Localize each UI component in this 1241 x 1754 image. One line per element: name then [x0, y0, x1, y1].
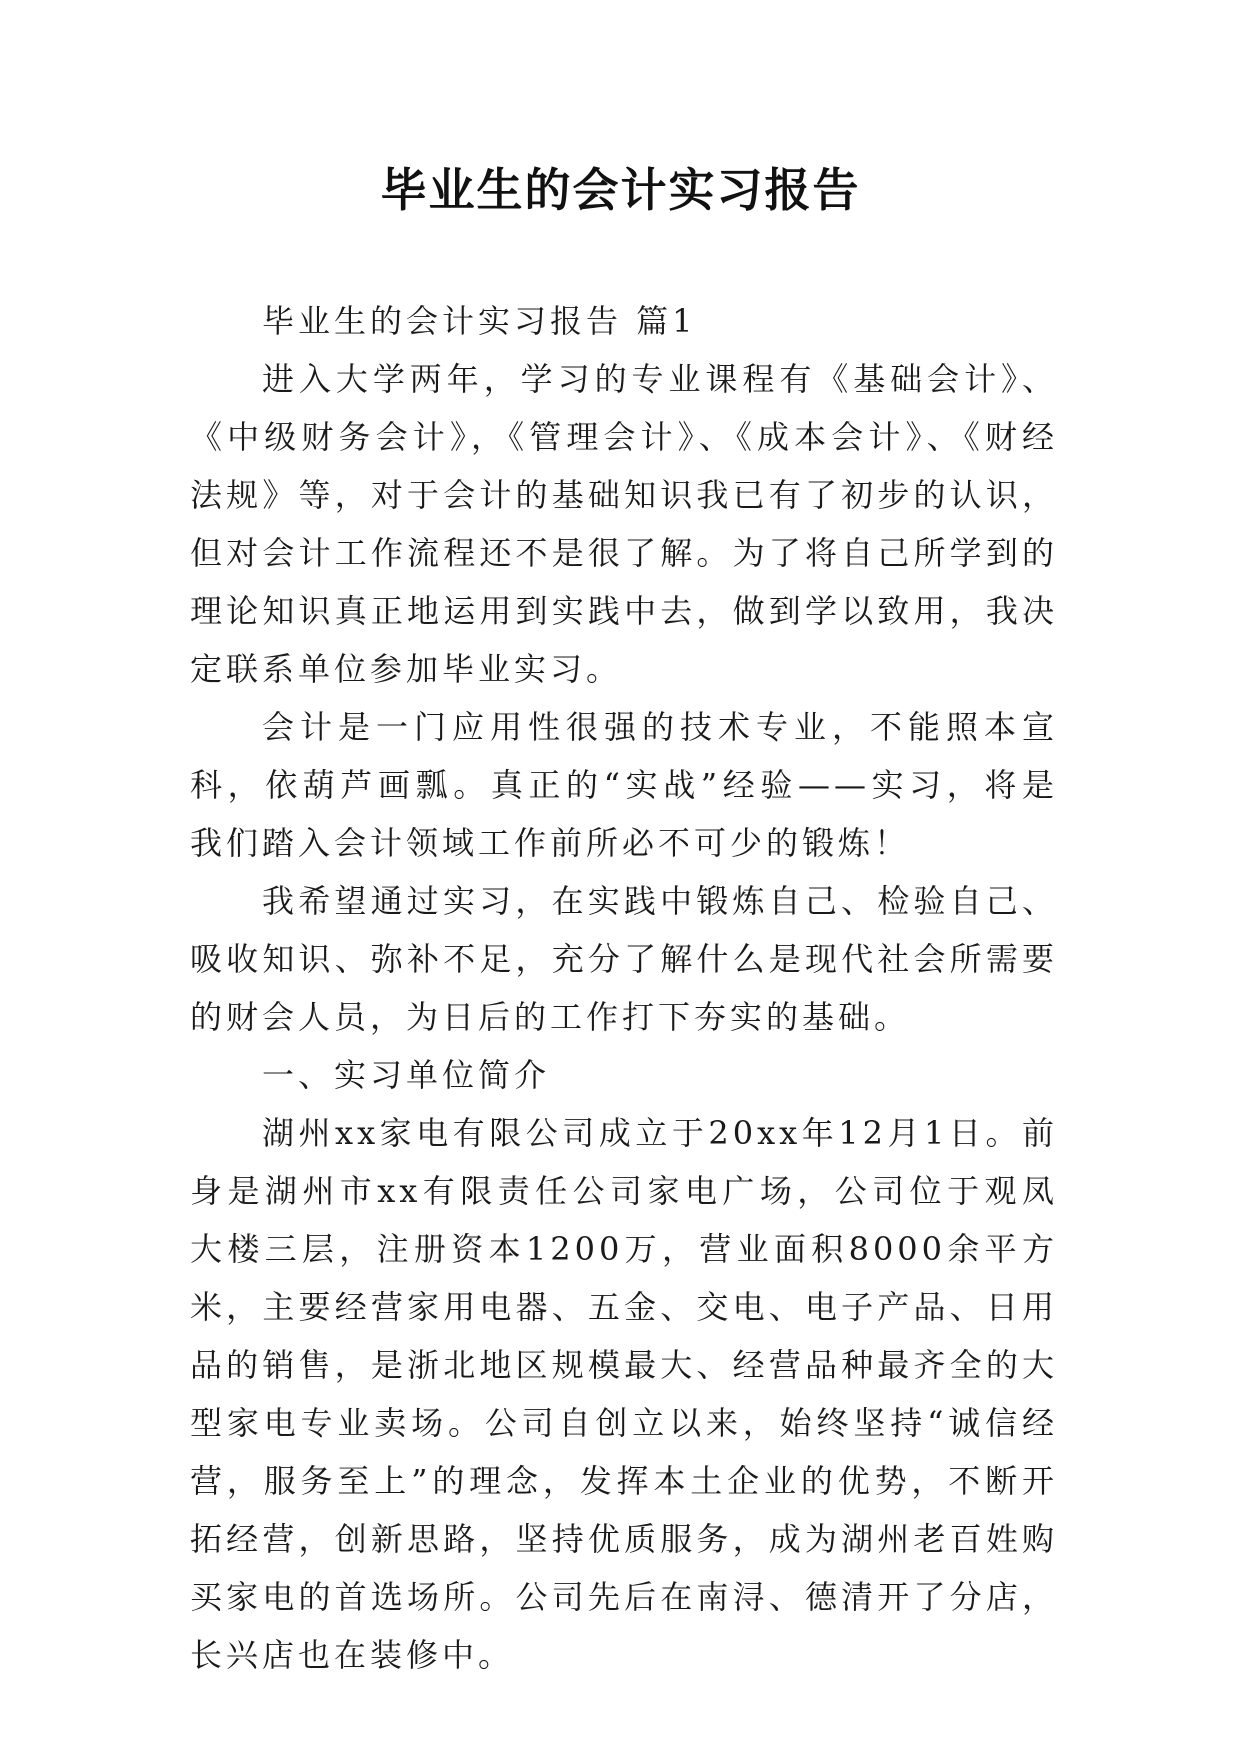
paragraph-hopes: 我希望通过实习，在实践中锻炼自己、检验自己、吸收知识、弥补不足，充分了解什么是现代社会所需要的财会人员，为日后的工作打下夯实的基础。 — [190, 882, 1058, 1036]
document-body — [190, 292, 1058, 1684]
paragraph-company-intro: 湖州xx家电有限公司成立于20xx年12月1日。前身是湖州市xx有限责任公司家电广场，公司位于观凤大楼三层，注册资本1200万，营业面积8000余平方米，主要经营家用电器、五金、交电、电子产品、日用品的销售，是浙北地区规模最大、经营品种最齐全的大型家电专业卖场。公司自创立以来，始终坚持“诚信经营，服务至上”的理念，发挥本土企业的优势，不断开拓经营，创新思路，坚持优质服务，成为湖州老百姓购买家电的首选场所。公司先后在南浔、德清开了分店，长兴店也在装修中。 — [190, 1114, 1058, 1674]
section-heading-part1: 毕业生的会计实习报告 篇1 — [262, 302, 697, 340]
paragraph-courses: 进入大学两年，学习的专业课程有《基础会计》、《中级财务会计》，《管理会计》、《成本会计》、《财经法规》等，对于会计的基础知识我已有了初步的认识，但对会计工作流程还不是很了解。为了将自己所学到的理论知识真正地运用到实践中去，做到学以致用，我决定联系单位参加毕业实习。 — [190, 360, 1058, 688]
section-heading-company-intro: 一、实习单位简介 — [262, 1056, 551, 1094]
document-title: 毕业生的会计实习报告 — [380, 163, 861, 217]
paragraph-accounting-practice: 会计是一门应用性很强的技术专业，不能照本宣科，依葫芦画瓢。真正的“实战”经验——实习，将是我们踏入会计领域工作前所必不可少的锻炼！ — [190, 708, 1058, 862]
